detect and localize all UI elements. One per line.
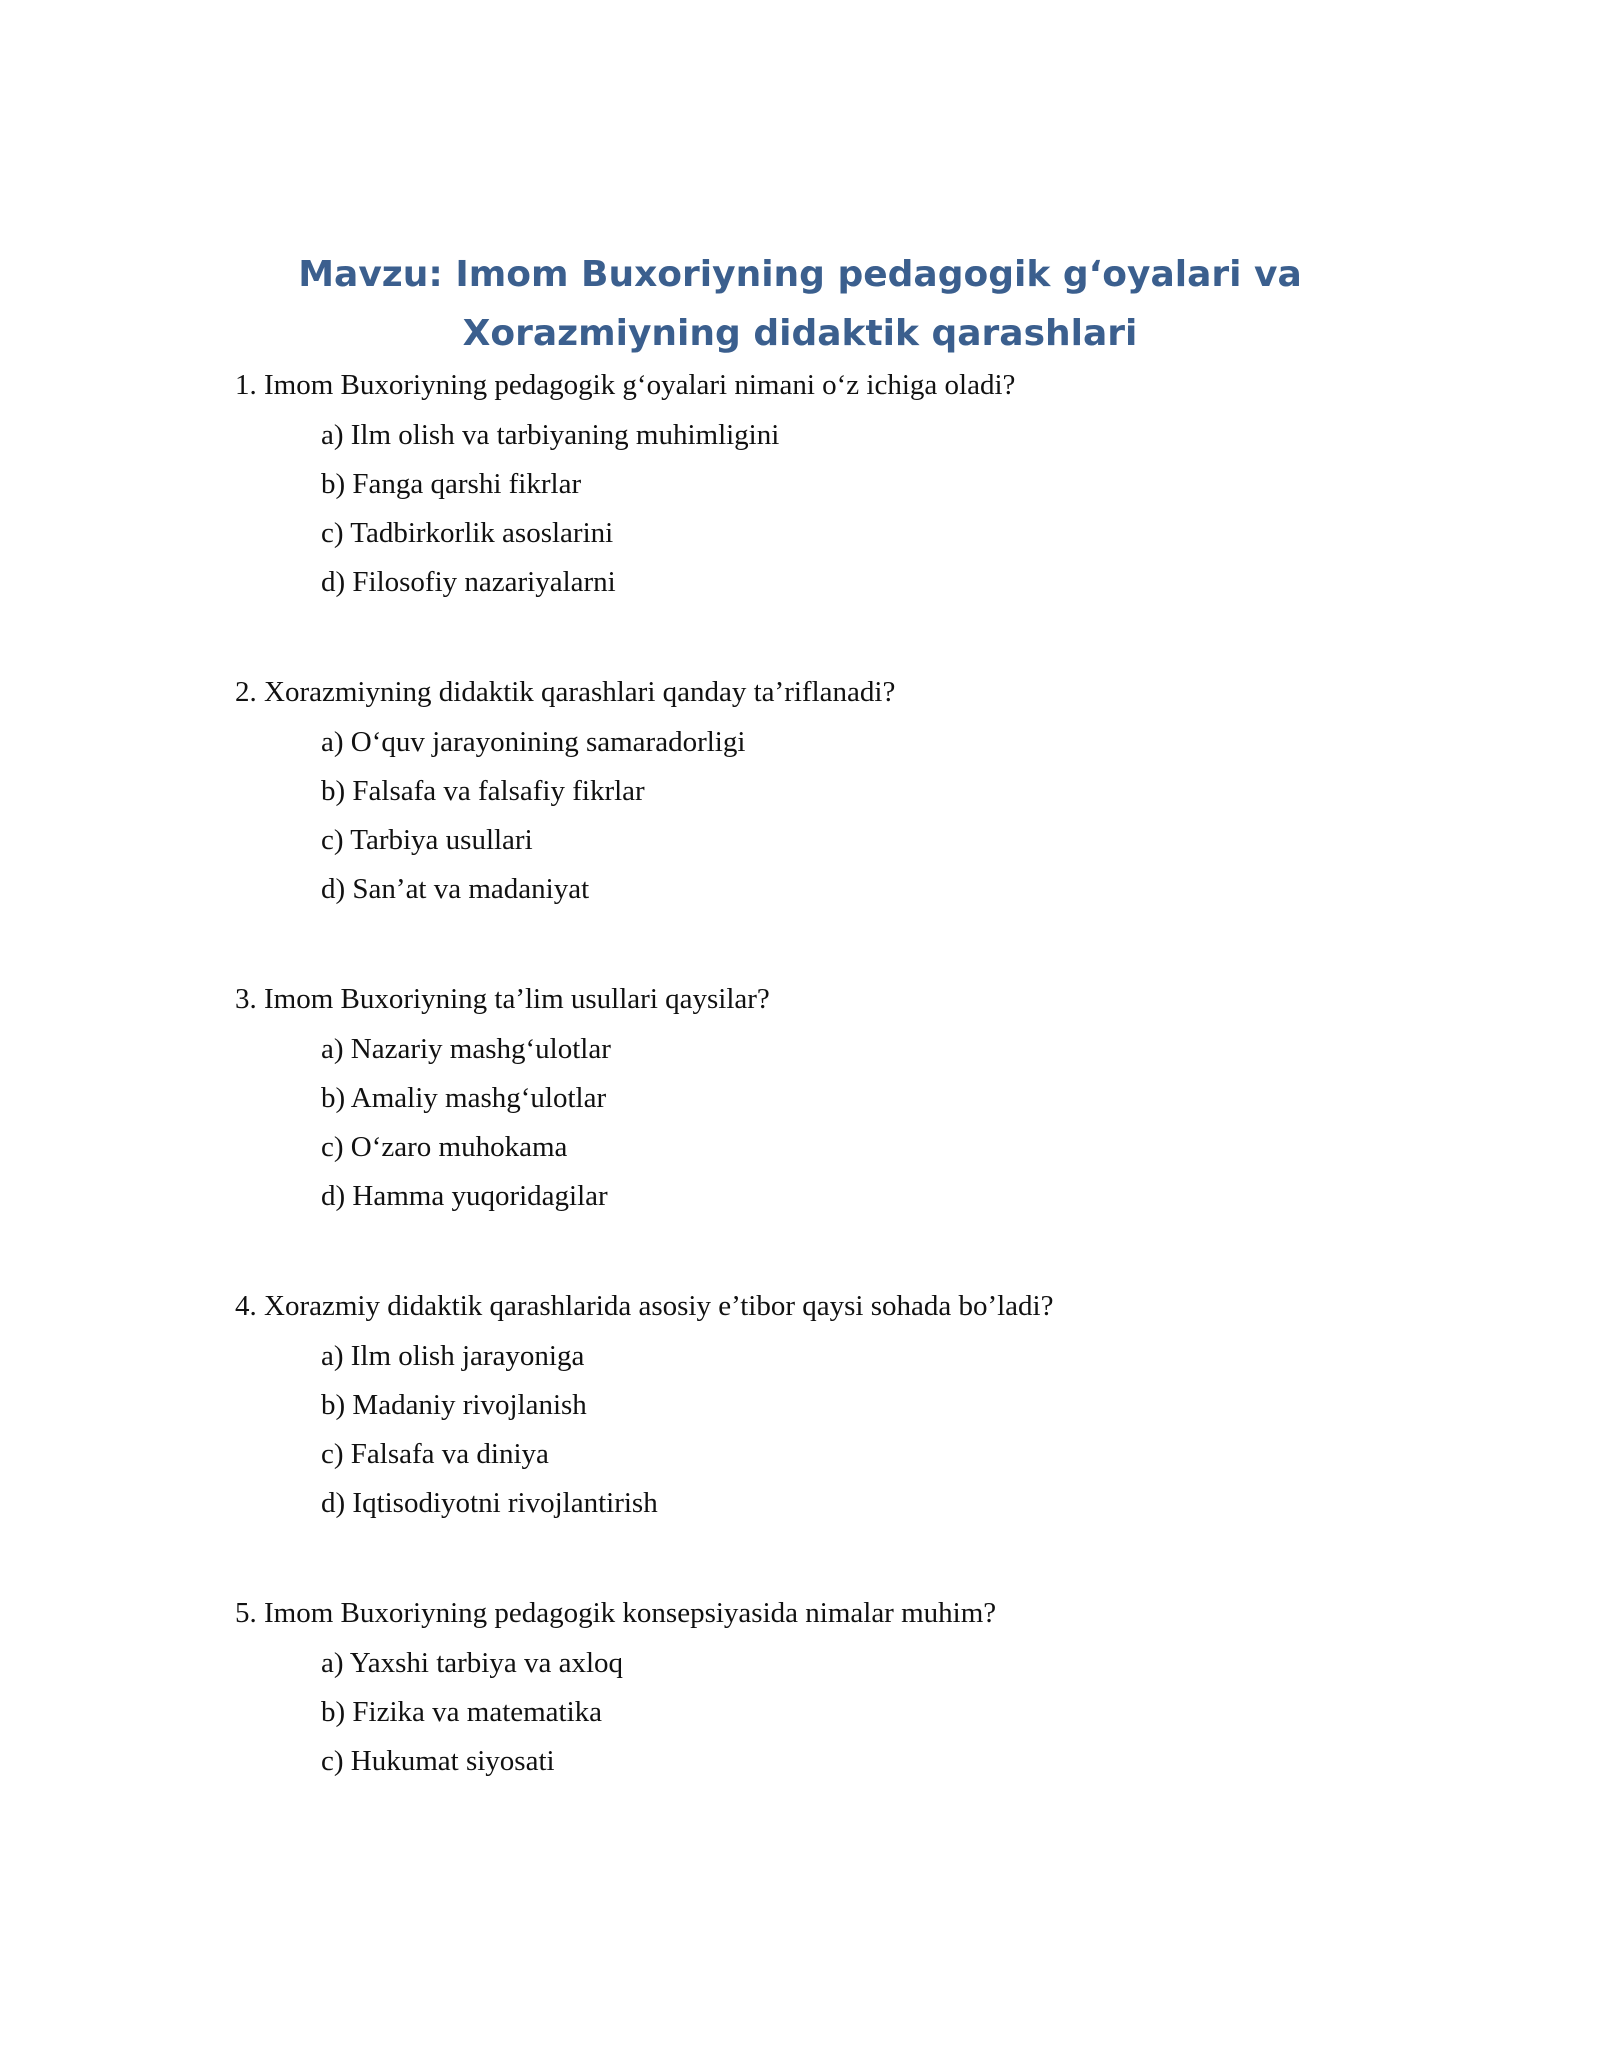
question-text: 3. Imom Buxoriyning ta’lim usullari qaysilar? (235, 983, 770, 1015)
question-text: 1. Imom Buxoriyning pedagogik g‘oyalari nimani o‘z ichiga oladi? (235, 369, 1016, 401)
answer-options (235, 415, 1435, 602)
answer-options (235, 1643, 1435, 1781)
answer-option: b) Fizika va matematika (321, 1696, 603, 1728)
answer-option: c) O‘zaro muhokama (321, 1131, 568, 1163)
document-title: Mavzu: Imom Buxoriyning pedagogik g‘oyalari va Xorazmiyning didaktik qarashlari (298, 254, 1302, 354)
answer-option: c) Tarbiya usullari (321, 824, 533, 856)
answer-option: c) Falsafa va diniya (321, 1438, 549, 1470)
question-item (235, 979, 1435, 1216)
answer-option: d) Hamma yuqoridagilar (321, 1180, 608, 1212)
answer-option: d) San’at va madaniyat (321, 873, 590, 905)
answer-option: c) Tadbirkorlik asoslarini (321, 517, 614, 549)
answer-option: a) Ilm olish jarayoniga (321, 1340, 585, 1372)
answer-option: b) Falsafa va falsafiy fikrlar (321, 775, 645, 807)
answer-option: d) Filosofiy nazariyalarni (321, 566, 616, 598)
question-item (235, 1593, 1435, 1781)
answer-option: a) O‘quv jarayonining samaradorligi (321, 726, 746, 758)
answer-options (235, 1029, 1435, 1216)
answer-option: b) Madaniy rivojlanish (321, 1389, 587, 1421)
answer-option: b) Amaliy mashg‘ulotlar (321, 1082, 607, 1114)
question-text: 2. Xorazmiyning didaktik qarashlari qanday ta’riflanadi? (235, 676, 896, 708)
answer-options (235, 722, 1435, 909)
answer-option: d) Iqtisodiyotni rivojlantirish (321, 1487, 658, 1519)
question-list (235, 365, 1435, 1851)
question-text: 5. Imom Buxoriyning pedagogik konsepsiyasida nimalar muhim? (235, 1597, 997, 1629)
answer-option: b) Fanga qarshi fikrlar (321, 468, 582, 500)
answer-options (235, 1336, 1435, 1523)
question-item (235, 672, 1435, 909)
question-item (235, 365, 1435, 602)
answer-option: a) Ilm olish va tarbiyaning muhimligini (321, 419, 780, 451)
answer-option: a) Nazariy mashg‘ulotlar (321, 1033, 611, 1065)
question-text: 4. Xorazmiy didaktik qarashlarida asosiy e’tibor qaysi sohada bo’ladi? (235, 1290, 1054, 1322)
answer-option: c) Hukumat siyosati (321, 1745, 555, 1777)
question-item (235, 1286, 1435, 1523)
answer-option: a) Yaxshi tarbiya va axloq (321, 1647, 624, 1679)
